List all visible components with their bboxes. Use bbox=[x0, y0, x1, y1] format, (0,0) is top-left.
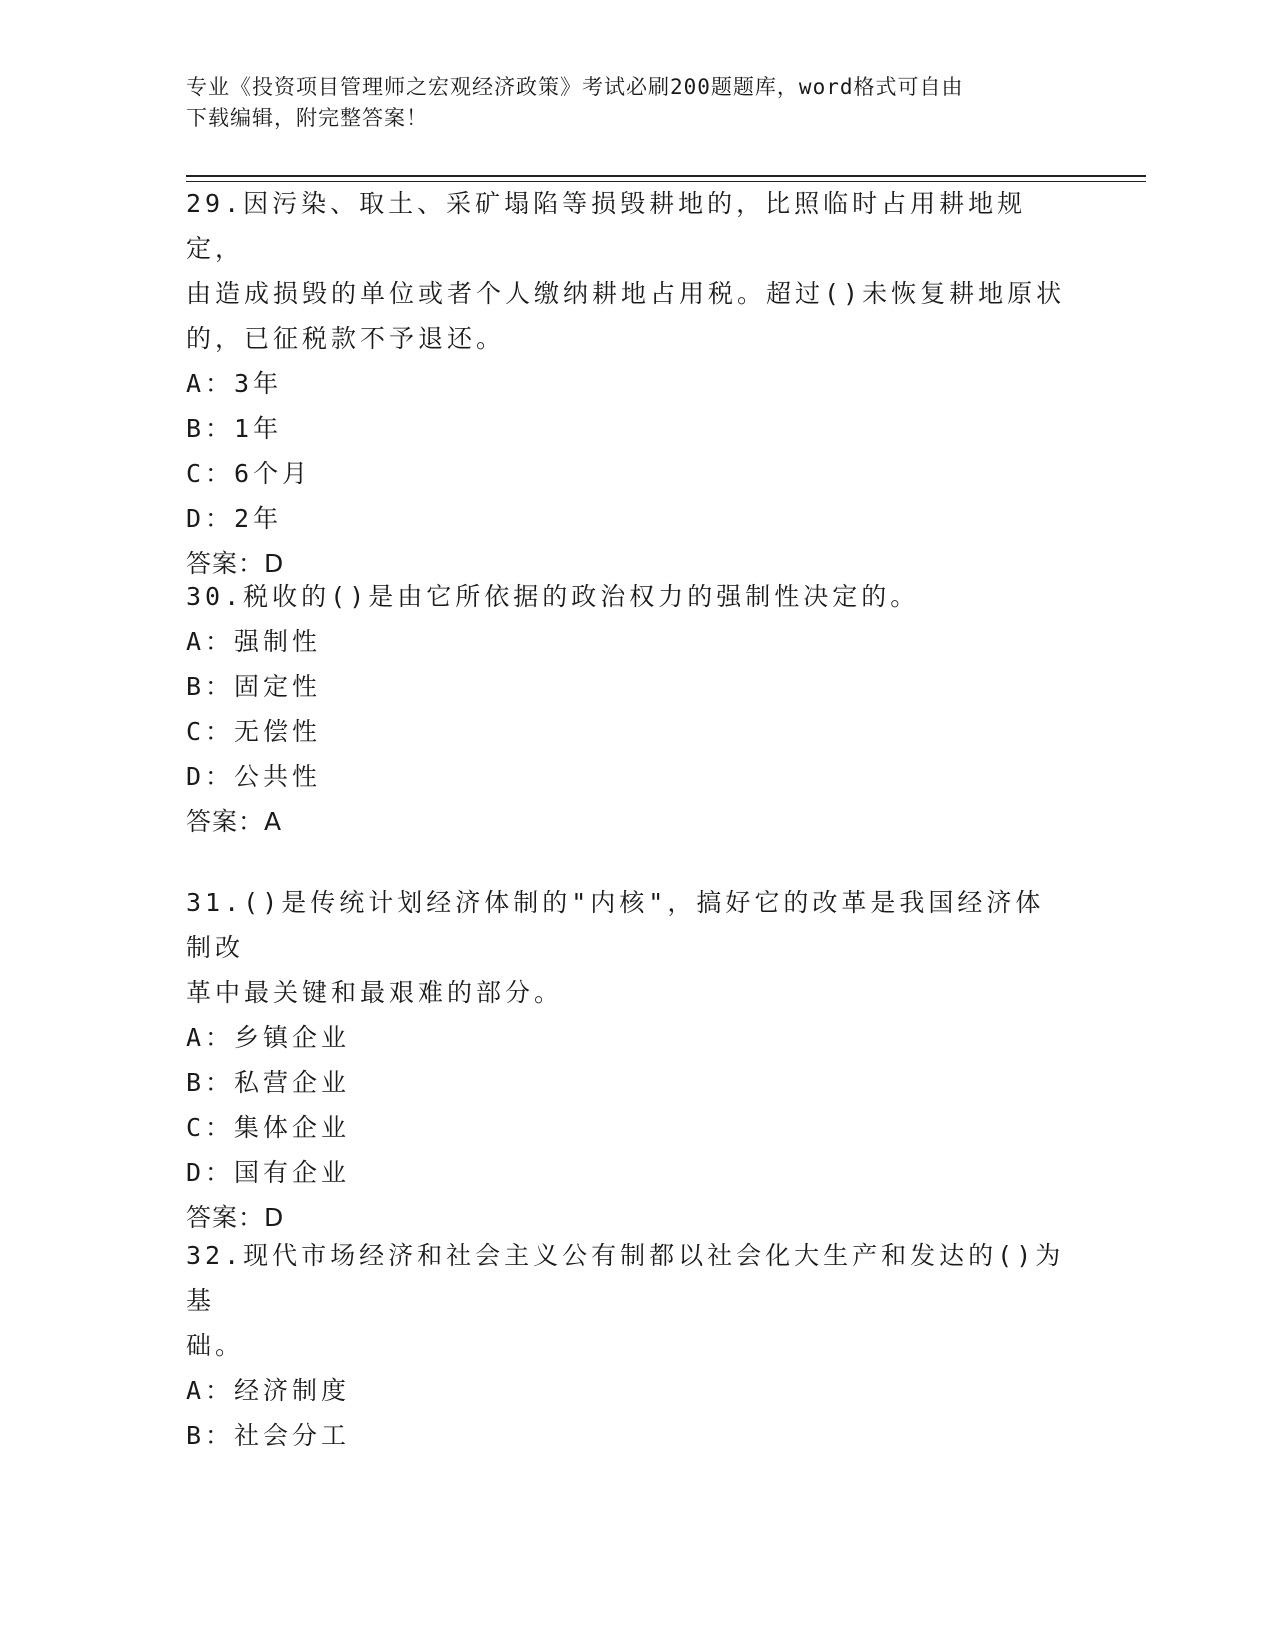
question-stem-line: 29.因污染、取土、采矿塌陷等损毁耕地的，比照临时占用耕地规定， bbox=[186, 189, 1027, 263]
answer-label: 答案：D bbox=[186, 1203, 285, 1232]
question-stem-line: 的，已征税款不予退还。 bbox=[186, 324, 506, 353]
option-b: B：固定性 bbox=[186, 672, 322, 701]
question-30 bbox=[186, 574, 1066, 844]
option-a: A：乡镇企业 bbox=[186, 1023, 351, 1052]
option-c: C：无偿性 bbox=[186, 717, 322, 746]
option-d: D：2年 bbox=[186, 504, 283, 533]
option-c: C：集体企业 bbox=[186, 1113, 351, 1142]
answer-label: 答案：A bbox=[186, 807, 283, 836]
option-d: D：公共性 bbox=[186, 762, 322, 791]
option-c: C：6个月 bbox=[186, 459, 312, 488]
document-header bbox=[186, 72, 1066, 134]
question-stem-line: 32.现代市场经济和社会主义公有制都以社会化大生产和发达的()为基 bbox=[186, 1241, 1065, 1315]
option-b: B：1年 bbox=[186, 414, 283, 443]
option-a: A：经济制度 bbox=[186, 1376, 351, 1405]
header-line-2: 下载编辑，附完整答案！ bbox=[186, 106, 428, 130]
option-a: A：3年 bbox=[186, 369, 283, 398]
question-29 bbox=[186, 181, 1066, 586]
question-stem-line: 30.税收的()是由它所依据的政治权力的强制性决定的。 bbox=[186, 582, 920, 611]
option-a: A：强制性 bbox=[186, 627, 322, 656]
question-stem-line: 革中最关键和最艰难的部分。 bbox=[186, 978, 564, 1007]
option-d: D：国有企业 bbox=[186, 1158, 351, 1187]
question-32 bbox=[186, 1233, 1066, 1458]
option-b: B：私营企业 bbox=[186, 1068, 351, 1097]
option-b: B：社会分工 bbox=[186, 1421, 351, 1450]
answer-label: 答案：D bbox=[186, 549, 285, 578]
question-stem-line: 由造成损毁的单位或者个人缴纳耕地占用税。超过()未恢复耕地原状 bbox=[186, 279, 1066, 308]
header-divider-thick bbox=[186, 175, 1146, 177]
question-31 bbox=[186, 880, 1066, 1240]
question-stem-line: 础。 bbox=[186, 1331, 245, 1360]
question-stem-line: 31.()是传统计划经济体制的"内核"，搞好它的改革是我国经济体制改 bbox=[186, 888, 1045, 962]
header-line-1: 专业《投资项目管理师之宏观经济政策》考试必刷200题题库，word格式可自由 bbox=[186, 75, 964, 99]
